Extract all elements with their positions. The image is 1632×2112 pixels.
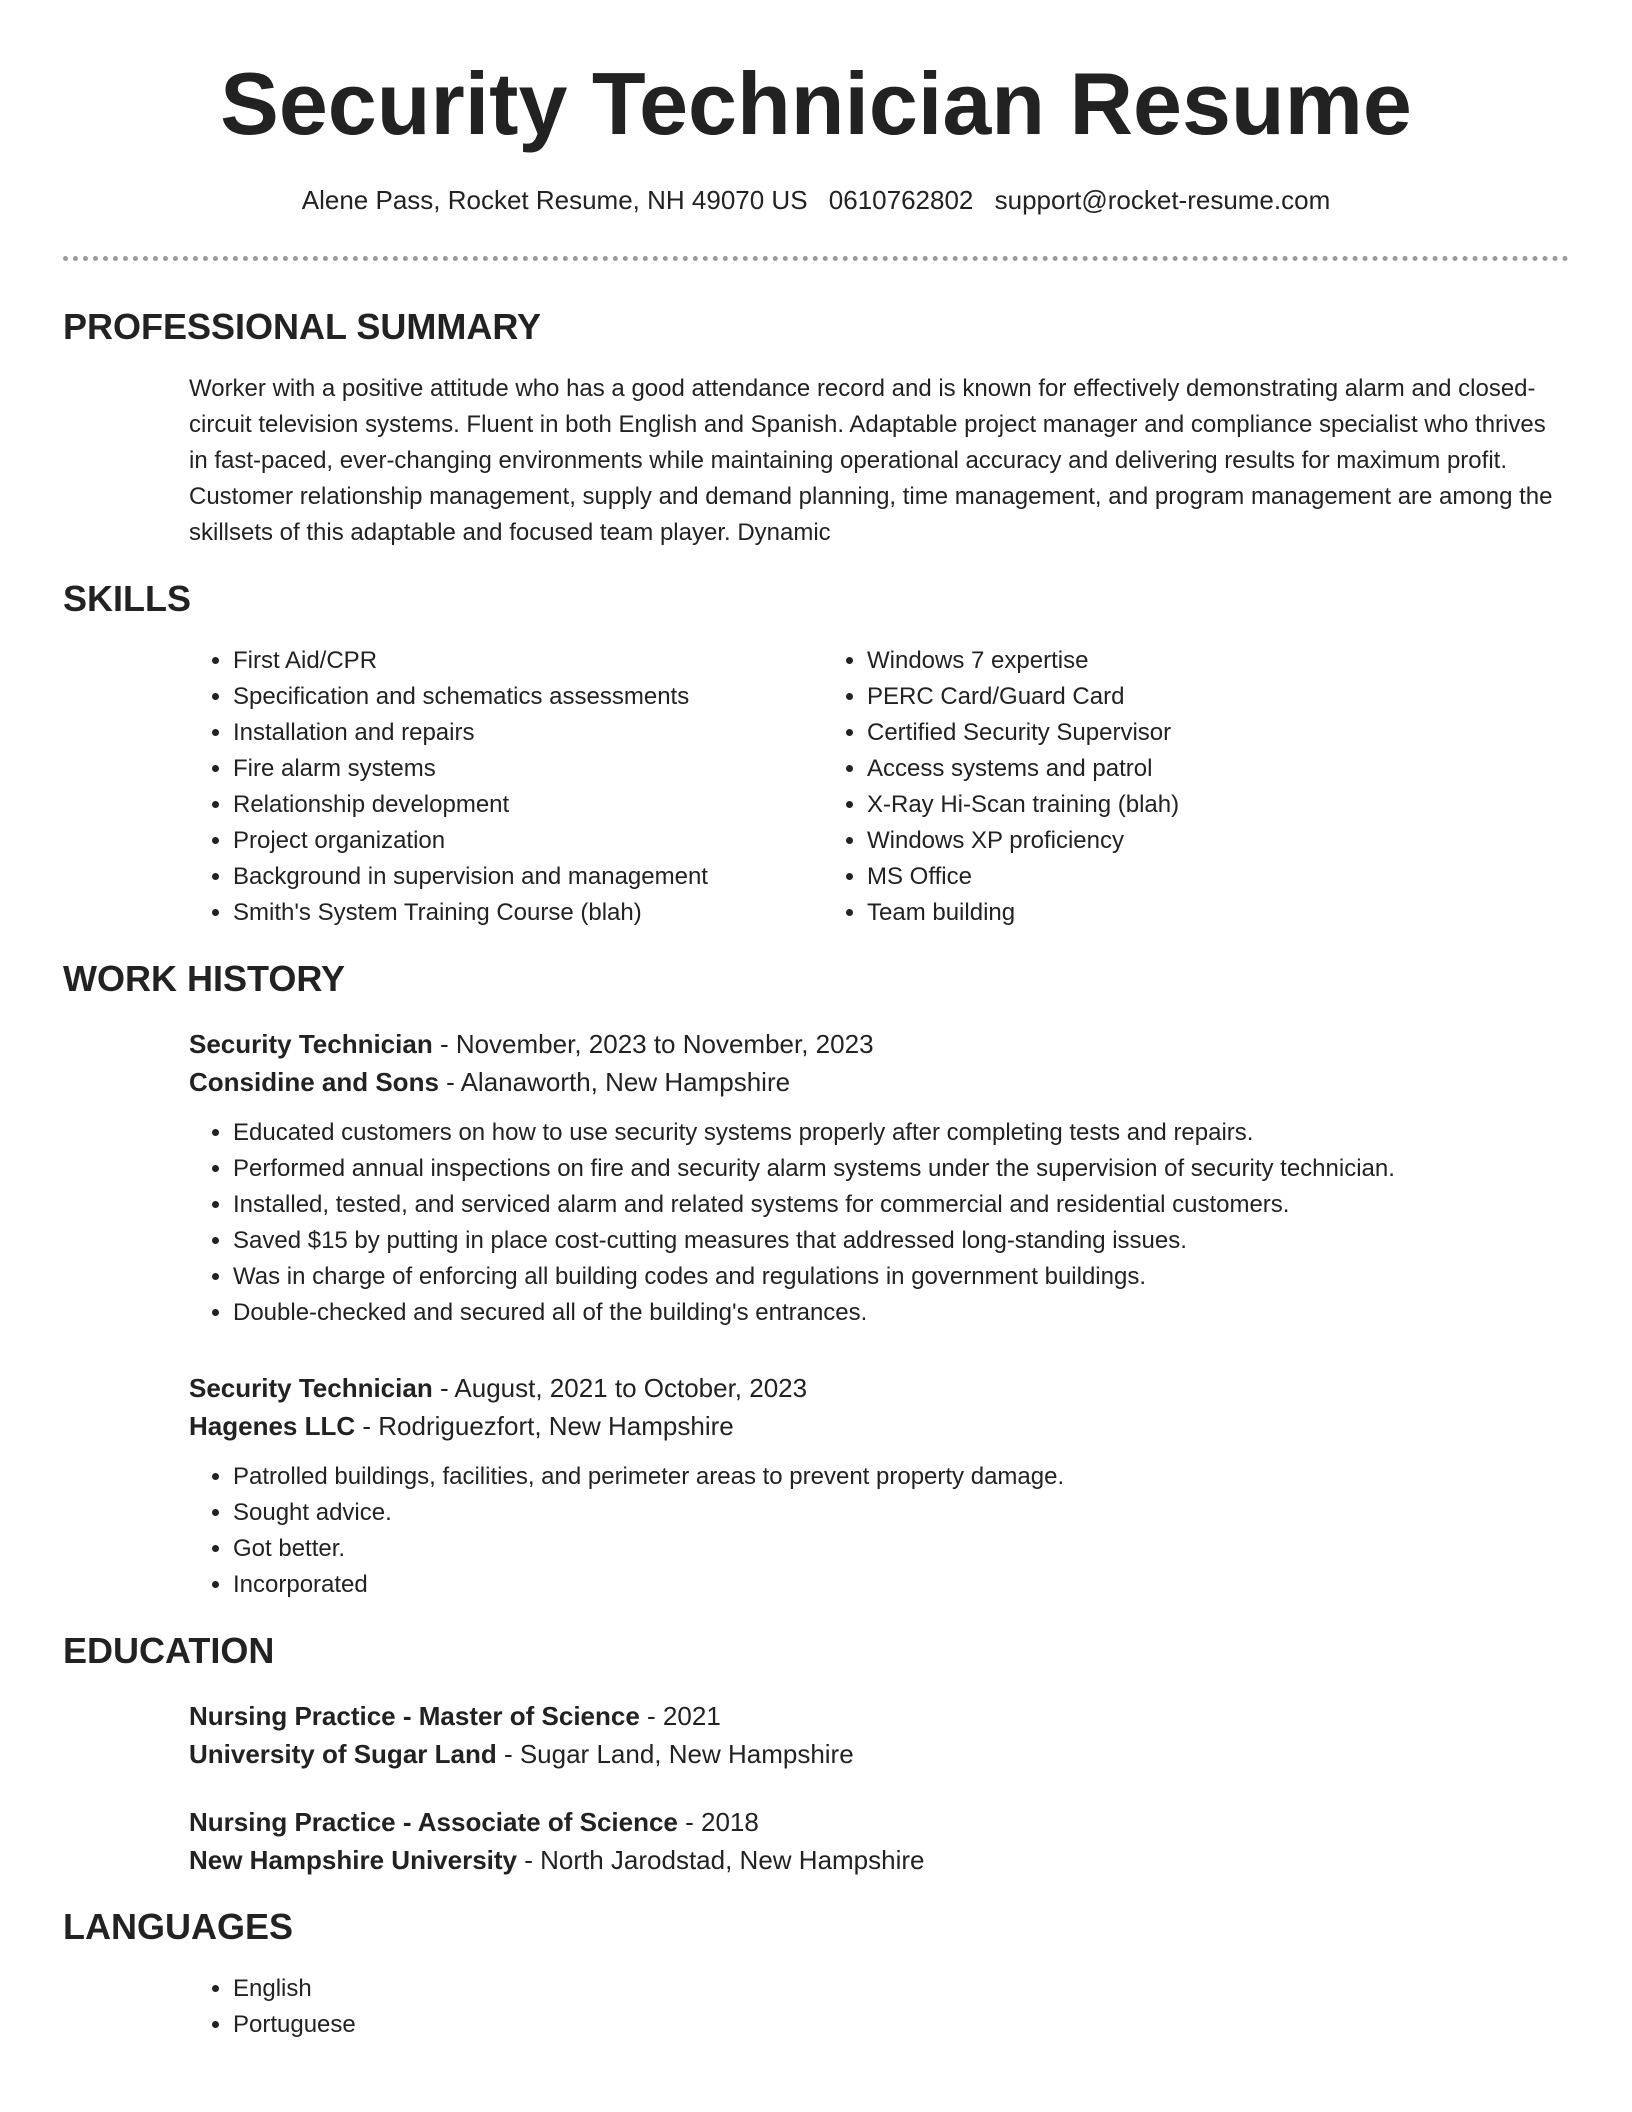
job-company-line: [189, 1407, 1569, 1445]
job-title-line: [189, 1025, 1569, 1063]
skills-list: [189, 643, 1569, 931]
contact-address: Alene Pass, Rocket Resume, NH 49070 US: [301, 185, 808, 215]
education-school-line: [189, 1735, 1569, 1773]
education-heading: EDUCATION: [63, 1630, 275, 1671]
skill-item: • Smith's System Training Course (blah): [233, 895, 823, 931]
education-degree: Nursing Practice - Master of Science: [189, 1701, 640, 1731]
job-entry: [189, 1025, 1569, 1331]
languages-heading: LANGUAGES: [63, 1906, 294, 1947]
skills-column-left: [189, 643, 823, 931]
education-location: - Sugar Land, New Hampshire: [496, 1739, 854, 1769]
skill-item: • Team building: [867, 895, 1179, 931]
work-history-heading: WORK HISTORY: [63, 958, 346, 999]
job-bullet: • Double-checked and secured all of the building's entrances.: [233, 1295, 1569, 1331]
education-degree-line: [189, 1803, 1569, 1841]
education-year: - 2018: [677, 1807, 759, 1837]
job-title: Security Technician: [189, 1029, 433, 1059]
job-company: Hagenes LLC: [189, 1411, 356, 1441]
job-bullet: • Sought advice.: [233, 1495, 1569, 1531]
skill-item: • Fire alarm systems: [233, 751, 823, 787]
job-company: Considine and Sons: [189, 1067, 439, 1097]
skill-item: • Project organization: [233, 823, 823, 859]
skill-item: • Certified Security Supervisor: [867, 715, 1179, 751]
job-title-line: [189, 1369, 1569, 1407]
skills-column-right: [823, 643, 1179, 931]
job-entry: [189, 1369, 1569, 1603]
job-bullet: • Performed annual inspections on fire and security alarm systems under the supervision of security technician.: [233, 1151, 1569, 1187]
summary-text: Worker with a positive attitude who has a good attendance record and is known for effectively demonstrating alarm and closed-circuit television systems. Fluent in both English and Spanish. Adaptable project manager and compliance specialist who thrives in fast-paced, ever-changing environments while maintaining operational accuracy and delivering results for maximum profit. Customer relationship management, supply and demand planning, time management, and program management are among the skillsets of this adaptable and focused team player. Dynamic: [189, 375, 1553, 546]
skill-item: • Installation and repairs: [233, 715, 823, 751]
education-location: - North Jarodstad, New Hampshire: [517, 1845, 925, 1875]
skill-item: • Relationship development: [233, 787, 823, 823]
skill-item: • Windows 7 expertise: [867, 643, 1179, 679]
job-bullets: [189, 1115, 1569, 1331]
job-bullet: • Educated customers on how to use security systems properly after completing tests and repairs.: [233, 1115, 1569, 1151]
job-company-line: [189, 1063, 1569, 1101]
education-entry: [189, 1803, 1569, 1879]
contact-email: support@rocket-resume.com: [994, 185, 1331, 215]
education-school-line: [189, 1841, 1569, 1879]
skill-item: • PERC Card/Guard Card: [867, 679, 1179, 715]
resume-title: Security Technician Resume: [220, 54, 1412, 153]
header-divider: [63, 256, 1569, 261]
skill-item: • Background in supervision and management: [233, 859, 823, 895]
job-bullet: • Was in charge of enforcing all building codes and regulations in government buildings.: [233, 1259, 1569, 1295]
education-degree-line: [189, 1697, 1569, 1735]
job-bullet: • Saved $15 by putting in place cost-cutting measures that addressed long-standing issues.: [233, 1223, 1569, 1259]
job-bullet: • Got better.: [233, 1531, 1569, 1567]
skill-item: • MS Office: [867, 859, 1179, 895]
education-school: New Hampshire University: [189, 1845, 518, 1875]
language-item: • English: [233, 1971, 1569, 2007]
job-location: - Rodriguezfort, New Hampshire: [355, 1411, 734, 1441]
job-bullet: • Installed, tested, and serviced alarm and related systems for commercial and residential customers.: [233, 1187, 1569, 1223]
language-item: • Portuguese: [233, 2007, 1569, 2043]
skill-item: • Specification and schematics assessments: [233, 679, 823, 715]
job-bullets: [189, 1459, 1569, 1603]
job-bullet: • Patrolled buildings, facilities, and perimeter areas to prevent property damage.: [233, 1459, 1569, 1495]
job-dates: - November, 2023 to November, 2023: [432, 1029, 874, 1059]
education-year: - 2021: [639, 1701, 721, 1731]
contact-phone: 0610762802: [828, 185, 974, 215]
job-bullet: • Incorporated: [233, 1567, 1569, 1603]
education-school: University of Sugar Land: [189, 1739, 497, 1769]
summary-heading: PROFESSIONAL SUMMARY: [63, 306, 542, 347]
education-degree: Nursing Practice - Associate of Science: [189, 1807, 678, 1837]
job-title: Security Technician: [189, 1373, 433, 1403]
education-entry: [189, 1697, 1569, 1773]
job-location: - Alanaworth, New Hampshire: [438, 1067, 791, 1097]
contact-line: [63, 182, 1569, 218]
skill-item: • Access systems and patrol: [867, 751, 1179, 787]
skill-item: • First Aid/CPR: [233, 643, 823, 679]
skill-item: • Windows XP proficiency: [867, 823, 1179, 859]
skill-item: • X-Ray Hi-Scan training (blah): [867, 787, 1179, 823]
skills-heading: SKILLS: [63, 578, 192, 619]
job-dates: - August, 2021 to October, 2023: [432, 1373, 808, 1403]
languages-list: [189, 1971, 1569, 2043]
